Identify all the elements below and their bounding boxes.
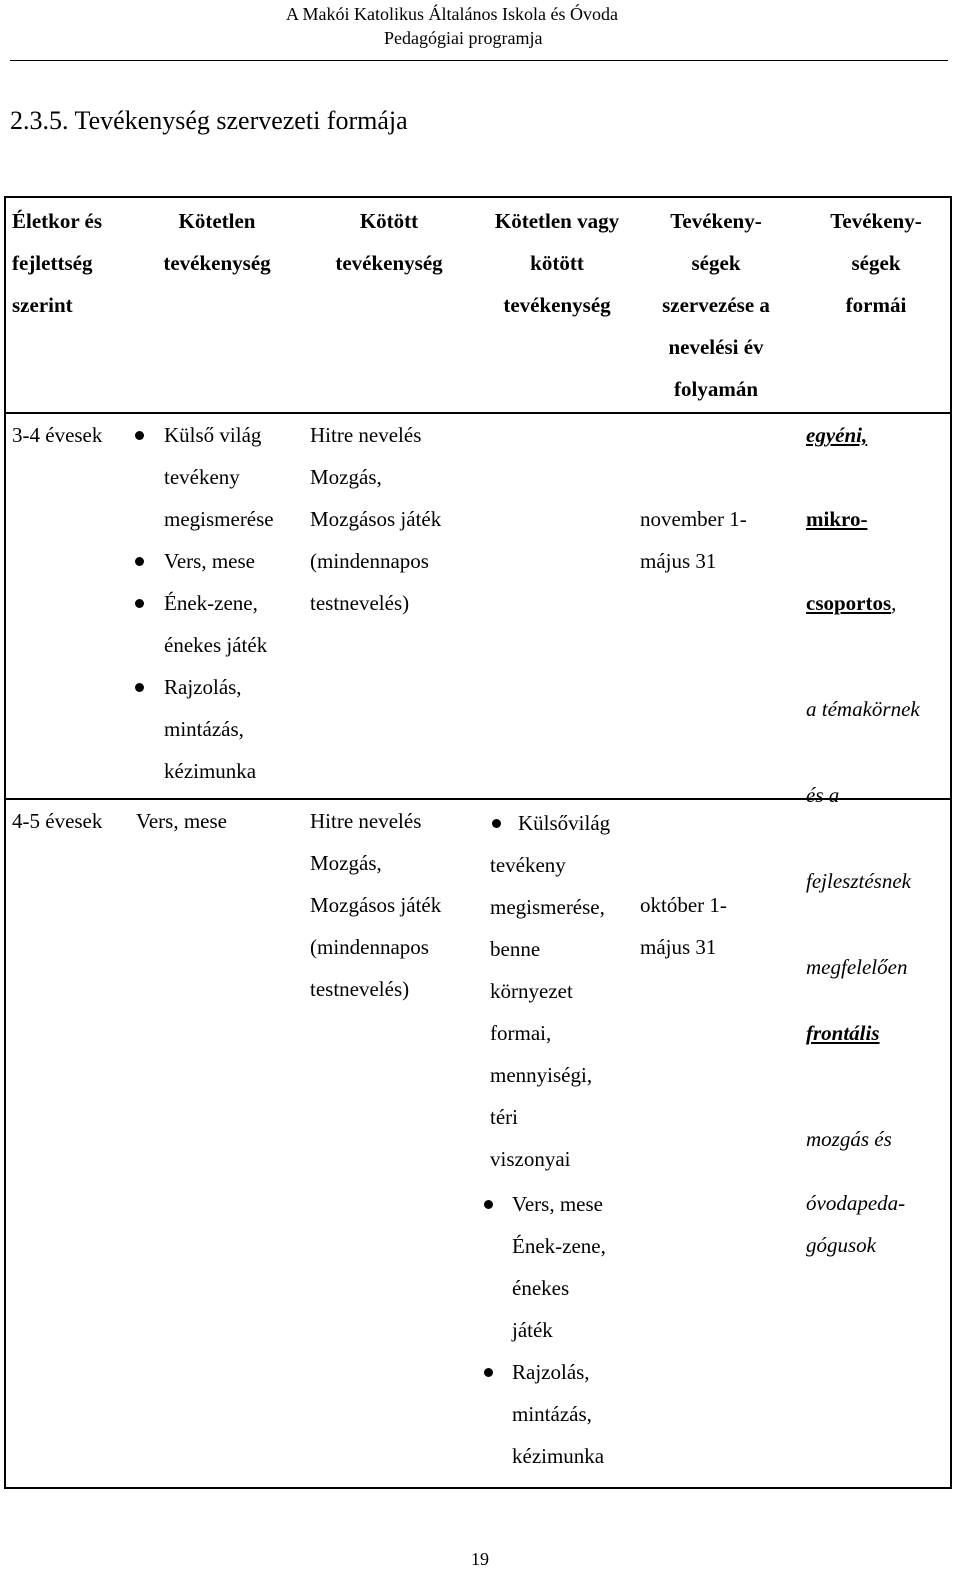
bullet-icon bbox=[492, 819, 501, 828]
form-lines-1: a témakörnek és a fejlesztésnek megfelelően bbox=[806, 697, 920, 979]
age-3-4: 3-4 évesek bbox=[12, 423, 103, 447]
row1-kotott: Hitre nevelés Mozgás, Mozgásos játék (mindennapos testnevelés) bbox=[310, 423, 442, 615]
form-egyeni: egyéni, bbox=[806, 423, 868, 447]
list-item: Vers, mese bbox=[164, 549, 255, 573]
list-item: tevékeny megismerése, benne környezet formai, mennyiségi, téri viszonyai bbox=[490, 853, 605, 1171]
form-mikro: mikro- bbox=[806, 507, 868, 531]
list-item: Vers, mese Ének-zene, énekes játék bbox=[512, 1192, 606, 1342]
header-kotetlen: Kötetlen tevékenység bbox=[163, 209, 271, 275]
list-item: Külső világ tevékeny megismerése bbox=[164, 423, 274, 531]
age-4-5: 4-5 évesek bbox=[12, 809, 103, 833]
form-lines-2: mozgás és óvodapeda- gógusok bbox=[806, 1127, 906, 1257]
list-item: Ének-zene, énekes játék bbox=[164, 591, 268, 657]
header-mixed: Kötetlen vagy kötött tevékenység bbox=[494, 209, 620, 317]
activity-table bbox=[4, 196, 952, 1489]
bullet-icon bbox=[135, 431, 144, 440]
bullet-icon bbox=[484, 1200, 493, 1209]
page-header-program: Pedagógiai programja bbox=[384, 28, 543, 48]
bullet-icon bbox=[135, 683, 144, 692]
row2-period: október 1- május 31 bbox=[640, 893, 727, 959]
form-frontalis: frontális bbox=[806, 1021, 880, 1045]
header-period: Tevékeny- ségek szervezése a nevelési év folyamán bbox=[662, 209, 770, 401]
list-item: Rajzolás, mintázás, kézimunka bbox=[164, 675, 257, 783]
page-header-school: A Makói Katolikus Általános Iskola és Óvoda bbox=[286, 4, 618, 24]
header-rule bbox=[10, 60, 948, 61]
bullet-icon bbox=[484, 1368, 493, 1377]
list-item: Külsővilág bbox=[518, 811, 611, 835]
row2-kotetlen: Vers, mese bbox=[136, 809, 227, 833]
header-kotott: Kötött tevékenység bbox=[335, 209, 443, 275]
row2-kotott: Hitre nevelés Mozgás, Mozgásos játék (mindennapos testnevelés) bbox=[310, 809, 442, 1001]
header-age: Életkor és fejlettség szerint bbox=[12, 209, 103, 317]
bullet-icon bbox=[135, 599, 144, 608]
list-item: Rajzolás, mintázás, kézimunka bbox=[512, 1360, 605, 1468]
row1-period: november 1- május 31 bbox=[640, 507, 747, 573]
bullet-icon bbox=[135, 557, 144, 566]
page-number: 19 bbox=[471, 1549, 489, 1569]
form-csoportos: csoportos, bbox=[806, 591, 897, 615]
section-title: 2.3.5. Tevékenység szervezeti formája bbox=[10, 106, 408, 135]
header-forms: Tevékeny- ségek formái bbox=[830, 209, 922, 317]
